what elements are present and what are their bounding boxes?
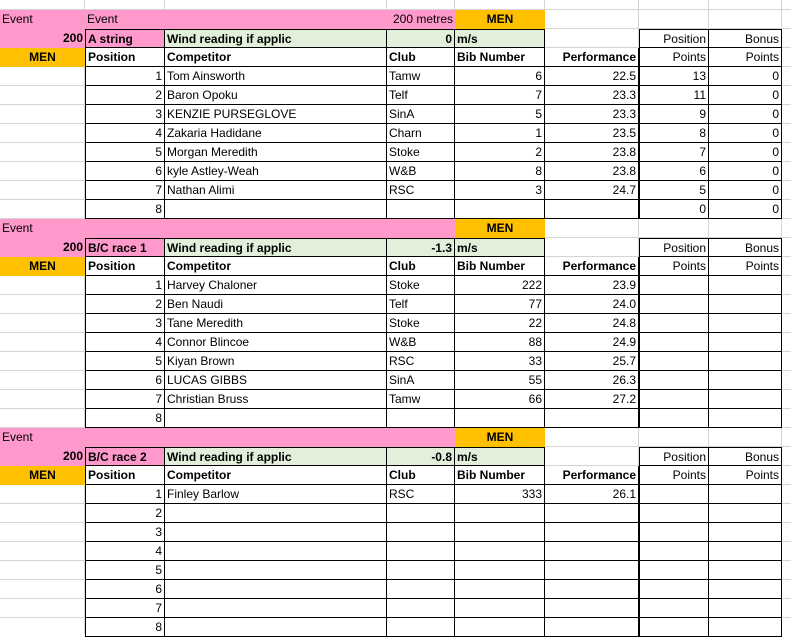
row-performance[interactable] [545, 580, 639, 599]
row-competitor[interactable]: Morgan Meredith [165, 143, 387, 162]
bonus-points-header-2[interactable]: Points [709, 257, 782, 276]
row-position-points[interactable] [639, 599, 709, 618]
row-position[interactable]: 2 [85, 504, 165, 523]
row-position-points[interactable]: 8 [639, 124, 709, 143]
row-club[interactable]: SinA [387, 105, 455, 124]
row-position[interactable]: 7 [85, 181, 165, 200]
row-performance[interactable] [545, 523, 639, 542]
row-position[interactable]: 6 [85, 580, 165, 599]
row-bib[interactable] [455, 561, 545, 580]
row-performance[interactable]: 25.7 [545, 352, 639, 371]
row-competitor[interactable] [165, 409, 387, 428]
row-bonus-points[interactable] [709, 523, 782, 542]
row-competitor[interactable]: Baron Opoku [165, 86, 387, 105]
position-header[interactable]: Position [85, 466, 165, 485]
wind-value[interactable]: 0 [387, 29, 455, 48]
row-performance[interactable]: 26.3 [545, 371, 639, 390]
row-competitor[interactable] [165, 504, 387, 523]
row-position[interactable]: 3 [85, 314, 165, 333]
club-header[interactable]: Club [387, 466, 455, 485]
row-club[interactable]: RSC [387, 485, 455, 504]
wind-label[interactable]: Wind reading if applic [165, 29, 387, 48]
row-position[interactable]: 4 [85, 124, 165, 143]
row-position[interactable]: 2 [85, 295, 165, 314]
row-club[interactable]: Tamw [387, 67, 455, 86]
row-bib[interactable]: 7 [455, 86, 545, 105]
row-position-points[interactable]: 0 [639, 200, 709, 219]
row-performance[interactable]: 23.3 [545, 86, 639, 105]
row-position[interactable]: 7 [85, 390, 165, 409]
bib-header[interactable]: Bib Number [455, 48, 545, 67]
row-bonus-points[interactable] [709, 618, 782, 637]
row-bib[interactable]: 22 [455, 314, 545, 333]
row-club[interactable] [387, 561, 455, 580]
row-position[interactable]: 3 [85, 105, 165, 124]
row-competitor[interactable] [165, 599, 387, 618]
row-bib[interactable]: 222 [455, 276, 545, 295]
race-name[interactable]: A string [85, 29, 165, 48]
row-competitor[interactable]: Kiyan Brown [165, 352, 387, 371]
row-bib[interactable]: 77 [455, 295, 545, 314]
row-performance[interactable]: 24.9 [545, 333, 639, 352]
row-bonus-points[interactable] [709, 599, 782, 618]
row-performance[interactable] [545, 542, 639, 561]
row-position-points[interactable]: 13 [639, 67, 709, 86]
row-bib[interactable] [455, 542, 545, 561]
performance-header[interactable]: Performance [545, 48, 639, 67]
row-bonus-points[interactable] [709, 295, 782, 314]
row-bonus-points[interactable] [709, 371, 782, 390]
row-bonus-points[interactable] [709, 352, 782, 371]
wind-value[interactable]: -0.8 [387, 447, 455, 466]
row-bonus-points[interactable]: 0 [709, 124, 782, 143]
row-club[interactable]: Charn [387, 124, 455, 143]
row-position-points[interactable]: 11 [639, 86, 709, 105]
row-bonus-points[interactable]: 0 [709, 162, 782, 181]
row-club[interactable]: SinA [387, 371, 455, 390]
gender-header[interactable]: MEN [455, 219, 545, 238]
row-position-points[interactable] [639, 523, 709, 542]
row-bib[interactable]: 3 [455, 181, 545, 200]
row-competitor[interactable] [165, 200, 387, 219]
row-bonus-points[interactable]: 0 [709, 200, 782, 219]
row-competitor[interactable] [165, 523, 387, 542]
position-points-header-2[interactable]: Points [639, 257, 709, 276]
row-competitor[interactable] [165, 618, 387, 637]
row-position-points[interactable] [639, 352, 709, 371]
row-bib[interactable] [455, 200, 545, 219]
row-performance[interactable] [545, 409, 639, 428]
row-position-points[interactable] [639, 504, 709, 523]
row-position-points[interactable] [639, 561, 709, 580]
position-points-header-2[interactable]: Points [639, 48, 709, 67]
row-competitor[interactable]: Tom Ainsworth [165, 67, 387, 86]
row-club[interactable] [387, 599, 455, 618]
row-bonus-points[interactable] [709, 333, 782, 352]
performance-header[interactable]: Performance [545, 466, 639, 485]
row-position-points[interactable] [639, 580, 709, 599]
gender-label[interactable]: MEN [0, 257, 85, 276]
event-name[interactable] [85, 428, 455, 447]
row-competitor[interactable]: Ben Naudi [165, 295, 387, 314]
row-competitor[interactable]: Christian Bruss [165, 390, 387, 409]
wind-label[interactable]: Wind reading if applic [165, 447, 387, 466]
event-label[interactable]: Event [0, 219, 85, 238]
row-performance[interactable]: 22.5 [545, 67, 639, 86]
row-club[interactable]: Telf [387, 295, 455, 314]
row-position[interactable]: 8 [85, 409, 165, 428]
row-competitor[interactable]: Tane Meredith [165, 314, 387, 333]
position-points-header-1[interactable]: Position [639, 447, 709, 466]
wind-unit[interactable]: m/s [455, 447, 545, 466]
row-position[interactable]: 5 [85, 352, 165, 371]
row-performance[interactable] [545, 504, 639, 523]
distance-number[interactable]: 200 [0, 238, 85, 257]
row-competitor[interactable]: KENZIE PURSEGLOVE [165, 105, 387, 124]
row-bonus-points[interactable] [709, 580, 782, 599]
row-performance[interactable]: 23.9 [545, 276, 639, 295]
row-club[interactable]: Stoke [387, 143, 455, 162]
position-header[interactable]: Position [85, 257, 165, 276]
row-bonus-points[interactable]: 0 [709, 86, 782, 105]
row-club[interactable]: W&B [387, 162, 455, 181]
row-position[interactable]: 1 [85, 485, 165, 504]
bib-header[interactable]: Bib Number [455, 257, 545, 276]
row-club[interactable] [387, 409, 455, 428]
club-header[interactable]: Club [387, 48, 455, 67]
row-position-points[interactable] [639, 295, 709, 314]
bib-header[interactable]: Bib Number [455, 466, 545, 485]
row-club[interactable]: W&B [387, 333, 455, 352]
row-position-points[interactable]: 7 [639, 143, 709, 162]
row-bib[interactable] [455, 580, 545, 599]
performance-header[interactable]: Performance [545, 257, 639, 276]
competitor-header[interactable]: Competitor [165, 257, 387, 276]
row-bonus-points[interactable] [709, 485, 782, 504]
row-performance[interactable] [545, 599, 639, 618]
row-competitor[interactable] [165, 580, 387, 599]
row-performance[interactable]: 23.8 [545, 162, 639, 181]
row-position-points[interactable] [639, 542, 709, 561]
row-competitor[interactable]: Connor Blincoe [165, 333, 387, 352]
row-performance[interactable] [545, 618, 639, 637]
row-bib[interactable]: 33 [455, 352, 545, 371]
row-club[interactable]: Stoke [387, 314, 455, 333]
row-position-points[interactable] [639, 371, 709, 390]
row-club[interactable]: RSC [387, 352, 455, 371]
row-competitor[interactable]: Harvey Chaloner [165, 276, 387, 295]
row-club[interactable]: Tamw [387, 390, 455, 409]
row-position-points[interactable] [639, 485, 709, 504]
event-name[interactable]: Event [85, 10, 455, 29]
row-bib[interactable]: 66 [455, 390, 545, 409]
bonus-points-header-2[interactable]: Points [709, 48, 782, 67]
row-position[interactable]: 8 [85, 618, 165, 637]
row-position[interactable]: 8 [85, 200, 165, 219]
row-position[interactable]: 2 [85, 86, 165, 105]
row-bib[interactable] [455, 523, 545, 542]
row-bib[interactable]: 8 [455, 162, 545, 181]
row-bib[interactable]: 88 [455, 333, 545, 352]
row-performance[interactable]: 24.8 [545, 314, 639, 333]
wind-label[interactable]: Wind reading if applic [165, 238, 387, 257]
row-club[interactable] [387, 200, 455, 219]
row-bonus-points[interactable]: 0 [709, 105, 782, 124]
row-position-points[interactable] [639, 390, 709, 409]
row-club[interactable]: RSC [387, 181, 455, 200]
position-points-header-1[interactable]: Position [639, 29, 709, 48]
position-header[interactable]: Position [85, 48, 165, 67]
row-bib[interactable]: 333 [455, 485, 545, 504]
row-position-points[interactable] [639, 314, 709, 333]
competitor-header[interactable]: Competitor [165, 466, 387, 485]
row-position-points[interactable] [639, 409, 709, 428]
row-position[interactable]: 5 [85, 561, 165, 580]
row-position[interactable]: 4 [85, 333, 165, 352]
row-club[interactable]: Telf [387, 86, 455, 105]
row-competitor[interactable] [165, 561, 387, 580]
row-bonus-points[interactable] [709, 314, 782, 333]
gender-label[interactable]: MEN [0, 466, 85, 485]
row-bib[interactable] [455, 504, 545, 523]
row-bib[interactable]: 2 [455, 143, 545, 162]
gender-header[interactable]: MEN [455, 10, 545, 29]
event-label[interactable]: Event [0, 10, 85, 29]
row-bonus-points[interactable] [709, 276, 782, 295]
row-position-points[interactable] [639, 333, 709, 352]
row-bonus-points[interactable] [709, 390, 782, 409]
event-label[interactable]: Event [0, 428, 85, 447]
wind-unit[interactable]: m/s [455, 238, 545, 257]
position-points-header-2[interactable]: Points [639, 466, 709, 485]
row-bonus-points[interactable] [709, 561, 782, 580]
row-performance[interactable]: 23.5 [545, 124, 639, 143]
race-name[interactable]: B/C race 2 [85, 447, 165, 466]
row-club[interactable] [387, 618, 455, 637]
row-position-points[interactable] [639, 618, 709, 637]
row-performance[interactable]: 23.8 [545, 143, 639, 162]
row-position[interactable]: 6 [85, 162, 165, 181]
row-performance[interactable]: 26.1 [545, 485, 639, 504]
bonus-points-header-1[interactable]: Bonus [709, 238, 782, 257]
row-position-points[interactable]: 6 [639, 162, 709, 181]
row-competitor[interactable]: LUCAS GIBBS [165, 371, 387, 390]
row-bonus-points[interactable]: 0 [709, 67, 782, 86]
row-bonus-points[interactable]: 0 [709, 143, 782, 162]
row-bib[interactable]: 55 [455, 371, 545, 390]
event-distance[interactable]: 200 metres [355, 10, 455, 29]
row-competitor[interactable]: Nathan Alimi [165, 181, 387, 200]
row-bib[interactable]: 1 [455, 124, 545, 143]
row-bib[interactable] [455, 409, 545, 428]
row-bib[interactable]: 6 [455, 67, 545, 86]
gender-label[interactable]: MEN [0, 48, 85, 67]
row-performance[interactable]: 27.2 [545, 390, 639, 409]
competitor-header[interactable]: Competitor [165, 48, 387, 67]
row-position[interactable]: 7 [85, 599, 165, 618]
row-bonus-points[interactable] [709, 409, 782, 428]
row-position[interactable]: 6 [85, 371, 165, 390]
row-bonus-points[interactable] [709, 542, 782, 561]
row-position[interactable]: 1 [85, 276, 165, 295]
row-position[interactable]: 3 [85, 523, 165, 542]
distance-number[interactable]: 200 [0, 29, 85, 48]
row-position-points[interactable]: 9 [639, 105, 709, 124]
club-header[interactable]: Club [387, 257, 455, 276]
row-competitor[interactable]: Zakaria Hadidane [165, 124, 387, 143]
row-performance[interactable] [545, 200, 639, 219]
bonus-points-header-2[interactable]: Points [709, 466, 782, 485]
row-club[interactable] [387, 504, 455, 523]
row-competitor[interactable] [165, 542, 387, 561]
row-performance[interactable] [545, 561, 639, 580]
row-position-points[interactable]: 5 [639, 181, 709, 200]
row-competitor[interactable]: kyle Astley-Weah [165, 162, 387, 181]
row-bib[interactable]: 5 [455, 105, 545, 124]
wind-value[interactable]: -1.3 [387, 238, 455, 257]
row-bonus-points[interactable]: 0 [709, 181, 782, 200]
row-club[interactable] [387, 542, 455, 561]
row-club[interactable] [387, 580, 455, 599]
distance-number[interactable]: 200 [0, 447, 85, 466]
row-competitor[interactable]: Finley Barlow [165, 485, 387, 504]
row-bib[interactable] [455, 618, 545, 637]
row-position[interactable]: 5 [85, 143, 165, 162]
row-position[interactable]: 1 [85, 67, 165, 86]
row-bib[interactable] [455, 599, 545, 618]
position-points-header-1[interactable]: Position [639, 238, 709, 257]
row-club[interactable]: Stoke [387, 276, 455, 295]
row-bonus-points[interactable] [709, 504, 782, 523]
race-name[interactable]: B/C race 1 [85, 238, 165, 257]
row-club[interactable] [387, 523, 455, 542]
wind-unit[interactable]: m/s [455, 29, 545, 48]
bonus-points-header-1[interactable]: Bonus [709, 29, 782, 48]
row-performance[interactable]: 24.7 [545, 181, 639, 200]
row-position-points[interactable] [639, 276, 709, 295]
gender-header[interactable]: MEN [455, 428, 545, 447]
bonus-points-header-1[interactable]: Bonus [709, 447, 782, 466]
row-position[interactable]: 4 [85, 542, 165, 561]
event-name[interactable] [85, 219, 455, 238]
row-performance[interactable]: 24.0 [545, 295, 639, 314]
row-performance[interactable]: 23.3 [545, 105, 639, 124]
